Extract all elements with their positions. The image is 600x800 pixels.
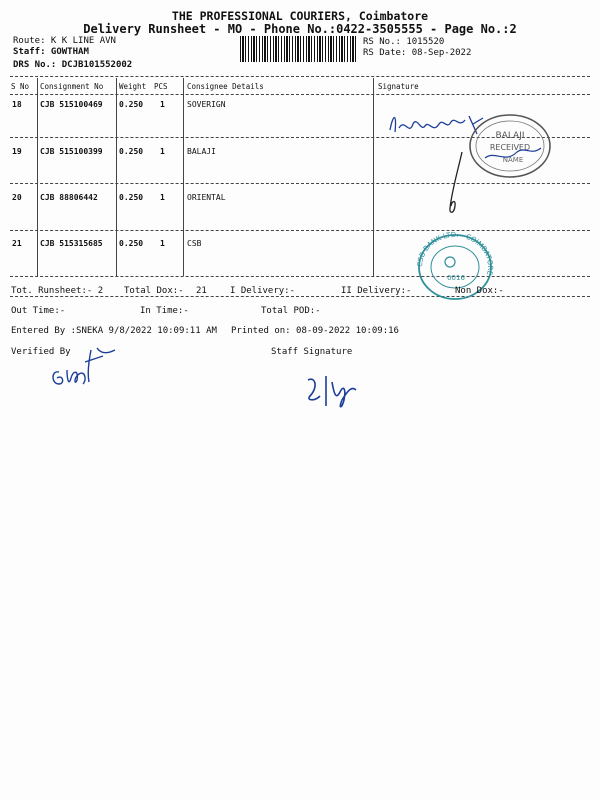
row-sno: 18 bbox=[12, 100, 22, 109]
row-pcs: 1 bbox=[160, 239, 165, 248]
staff-signature bbox=[300, 370, 370, 415]
total-pod: Total POD:- bbox=[261, 306, 321, 316]
row-pcs: 1 bbox=[160, 193, 165, 202]
col-divider bbox=[116, 78, 117, 276]
row-weight: 0.250 bbox=[119, 239, 144, 248]
stamp-text: CSB BANK LTD. - COIMBATORE bbox=[415, 230, 495, 276]
row-divider bbox=[10, 230, 590, 231]
row-consignment: CJB 515100399 bbox=[40, 147, 103, 156]
row-weight: 0.250 bbox=[119, 193, 144, 202]
out-time: Out Time:- bbox=[11, 306, 66, 316]
summary-rule bbox=[10, 296, 590, 297]
non-dox: Non Dox:- bbox=[455, 286, 504, 296]
col-divider bbox=[37, 78, 38, 276]
balaji-received-stamp bbox=[465, 112, 555, 180]
stamp-text: BALAJI bbox=[495, 131, 525, 141]
row-consignee: CSB bbox=[187, 239, 202, 248]
printed-on: Printed on: 08-09-2022 10:09:16 bbox=[231, 326, 399, 336]
total-dox-label: Total Dox:- bbox=[124, 286, 184, 296]
row-pcs: 1 bbox=[160, 100, 165, 109]
route-label: Route: K K LINE AVN bbox=[13, 36, 116, 46]
row-consignment: CJB 515315685 bbox=[40, 239, 103, 248]
stamp-text: NAME bbox=[502, 156, 524, 164]
col-header-consignee: Consignee Details bbox=[187, 82, 264, 91]
runsheet-subtitle: Delivery Runsheet - MO - Phone No.:0422-3505555 - Page No.:2 bbox=[83, 22, 517, 36]
table-header-rule bbox=[10, 94, 590, 95]
drs-number: DRS No.: DCJB101552002 bbox=[13, 60, 133, 70]
entered-by: Entered By :SNEKA 9/8/2022 10:09:11 AM bbox=[11, 326, 217, 336]
ii-delivery: II Delivery:- bbox=[341, 286, 412, 296]
staff-signature-label: Staff Signature bbox=[271, 347, 353, 357]
rs-date: RS Date: 08-Sep-2022 bbox=[363, 48, 472, 58]
rs-number: RS No.: 1015520 bbox=[363, 37, 445, 47]
signature-row-20 bbox=[440, 150, 470, 220]
row-sno: 19 bbox=[12, 147, 22, 156]
col-header-consignment: Consignment No bbox=[40, 82, 104, 91]
col-header-signature: Signature bbox=[378, 82, 419, 91]
row-consignee: BALAJI bbox=[187, 147, 216, 156]
table-top-rule bbox=[10, 76, 590, 77]
row-pcs: 1 bbox=[160, 147, 165, 156]
verified-by-label: Verified By bbox=[11, 347, 71, 357]
staff-label: Staff: GOWTHAM bbox=[13, 47, 89, 57]
row-weight: 0.250 bbox=[119, 100, 144, 109]
row-weight: 0.250 bbox=[119, 147, 144, 156]
company-title: THE PROFESSIONAL COURIERS, Coimbatore bbox=[171, 9, 429, 23]
barcode bbox=[240, 36, 358, 62]
total-dox-value: 21 bbox=[196, 286, 207, 296]
in-time: In Time:- bbox=[140, 306, 189, 316]
col-divider bbox=[183, 78, 184, 276]
row-consignment: CJB 515100469 bbox=[40, 100, 103, 109]
row-consignee: ORIENTAL bbox=[187, 193, 226, 202]
col-header-pcs: PCS bbox=[154, 82, 168, 91]
col-header-weight: Weight bbox=[119, 82, 147, 91]
col-header-sno: S No bbox=[11, 82, 30, 91]
table-bottom-rule bbox=[10, 276, 590, 277]
row-consignment: CJB 88806442 bbox=[40, 193, 98, 202]
row-sno: 20 bbox=[12, 193, 22, 202]
row-consignee: SOVERIGN bbox=[187, 100, 226, 109]
stamp-text: 0016 bbox=[447, 274, 465, 282]
tot-runsheet: Tot. Runsheet:- 2 bbox=[11, 286, 104, 296]
row-divider bbox=[10, 183, 590, 184]
verified-by-signature bbox=[45, 340, 135, 395]
i-delivery: I Delivery:- bbox=[230, 286, 296, 296]
col-divider bbox=[373, 78, 374, 276]
row-sno: 21 bbox=[12, 239, 22, 248]
stamp-text: RECEIVED bbox=[489, 143, 531, 152]
